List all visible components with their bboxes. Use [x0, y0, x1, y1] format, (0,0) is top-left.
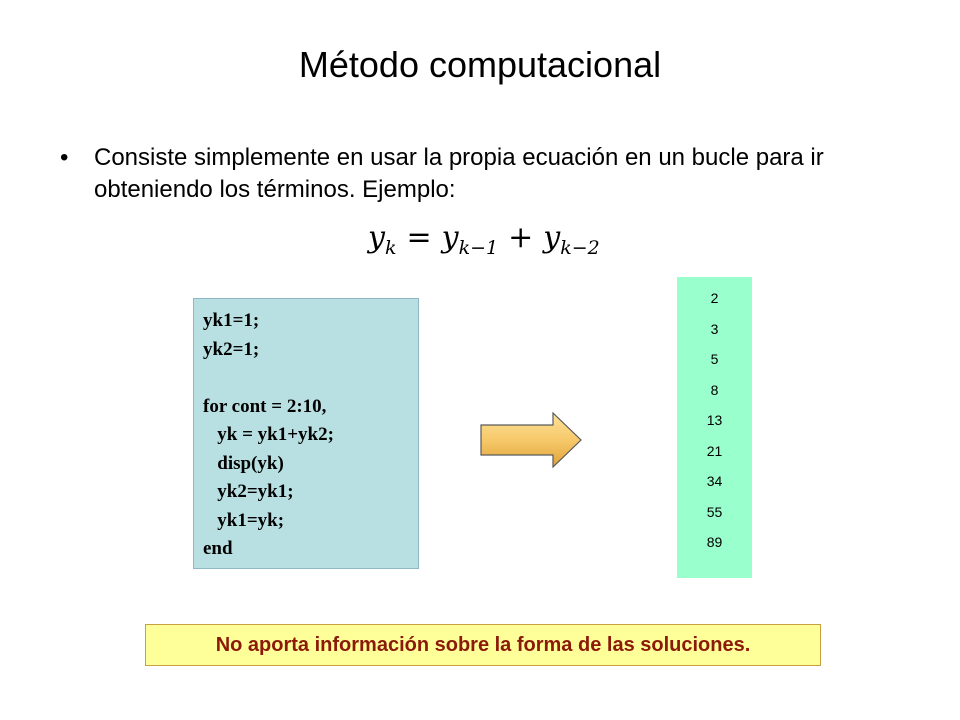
bullet-symbol: • [60, 144, 69, 171]
code-line: yk1=1; [203, 310, 260, 331]
code-line: end [203, 538, 233, 559]
output-value: 34 [706, 473, 723, 489]
output-value: 89 [706, 534, 723, 550]
code-line: for cont = 2:10, [203, 395, 327, 417]
equation-lhs: y [368, 220, 385, 255]
code-line: yk2=1; [203, 338, 260, 360]
slide-title: Método computacional [298, 44, 662, 85]
equation-term1: y [441, 220, 459, 255]
note-text: No aporta información sobre la forma de las soluciones. [215, 633, 751, 656]
code-block [193, 298, 419, 569]
code-line: disp(yk) [203, 452, 284, 474]
equation-plus: + [508, 220, 534, 255]
output-value: 13 [706, 412, 723, 428]
output-value: 5 [710, 351, 719, 367]
code-line: yk1=yk; [203, 509, 285, 531]
note-callout [145, 624, 821, 666]
equation-term2: y [543, 220, 561, 255]
equation-equals: = [406, 220, 432, 255]
output-value: 21 [706, 442, 723, 459]
output-value: 2 [710, 290, 719, 306]
right-arrow-icon [480, 412, 582, 468]
code-line: yk2=yk1; [203, 481, 294, 502]
equation-term2-subscript: k−2 [560, 237, 600, 259]
bullet-text: Consiste simplemente en usar la propia ecuación en un bucle para ir obteniendo los términos. Ejemplo: [94, 144, 824, 203]
output-value: 55 [706, 503, 723, 520]
equation-lhs-subscript: k [384, 237, 397, 259]
equation-term1-subscript: k−1 [458, 237, 499, 259]
output-value: 8 [710, 381, 719, 398]
code-line [203, 364, 418, 393]
output-value: 3 [710, 320, 719, 337]
code-line: yk = yk1+yk2; [203, 424, 334, 445]
output-panel [677, 277, 752, 578]
recurrence-equation [368, 220, 600, 259]
